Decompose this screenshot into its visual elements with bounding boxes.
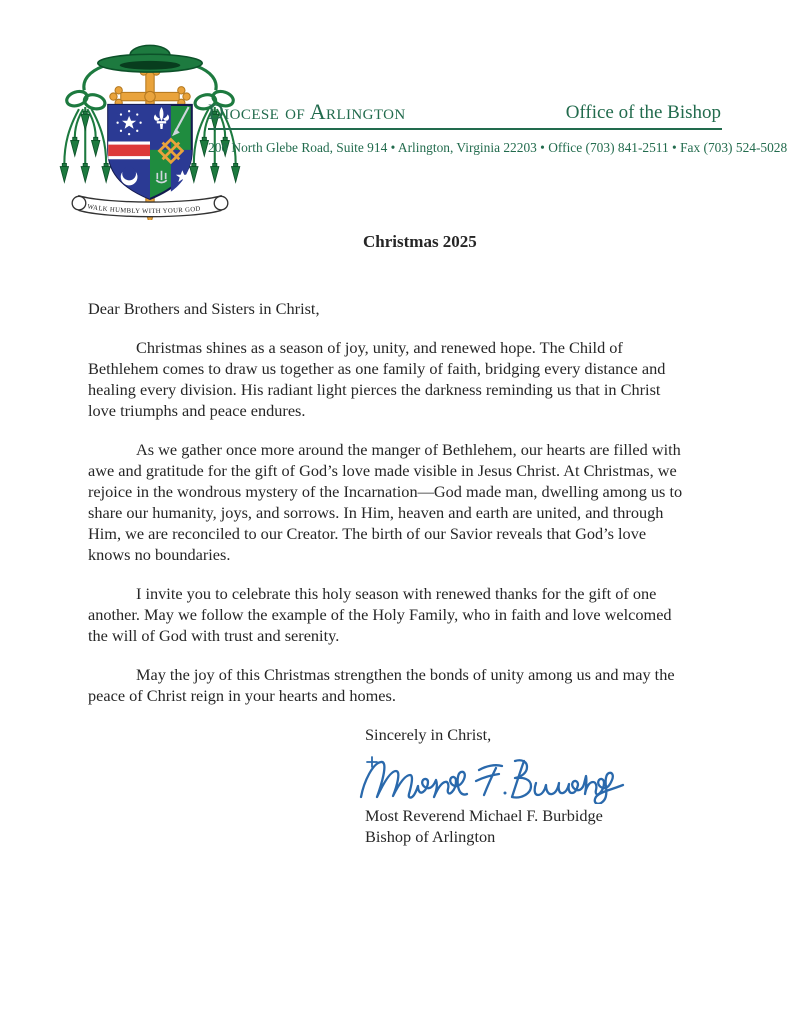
- signature: [355, 750, 627, 804]
- salutation: Dear Brothers and Sisters in Christ,: [88, 299, 320, 318]
- paragraph-2: As we gather once more around the manger of Bethlehem, our hearts are filled with awe and gratitude for the gift of God’s love made visible in Jesus Christ. At Christmas, we rejoice in the wondrous mystery of the Incarnation—God made man, dwelling among us to share our humanity, joys, and sorrows. In Him, heaven and earth are united, and through Him, we are reconciled to our Creator. The birth of our Savior reveals that God’s love knows no boundaries.: [88, 440, 683, 564]
- motto-text: WALK HUMBLY WITH YOUR GOD: [86, 203, 201, 216]
- signer-name: Most Reverend Michael F. Burbidge: [365, 806, 603, 825]
- fess-charge: [108, 141, 150, 159]
- paragraph-3: I invite you to celebrate this holy season with renewed thanks for the gift of one another. May we follow the example of the Holy Family, who in faith and love welcomed the will of God with trust and serenity.: [88, 584, 672, 645]
- galero-hat: [98, 45, 202, 72]
- letter-body: [88, 298, 690, 847]
- header-rule: [208, 128, 722, 130]
- letter-title: Christmas 2025: [363, 232, 477, 251]
- signer-title: Bishop of Arlington: [365, 827, 496, 846]
- paragraph-4: May the joy of this Christmas strengthen the bonds of unity among us and may the peace of Christ reign in your hearts and homes.: [88, 665, 675, 705]
- closing-block: [365, 724, 690, 847]
- paragraph-1: Christmas shines as a season of joy, unity, and renewed hope. The Child of Bethlehem comes to draw us together as one family of faith, bridging every distance and healing every division. His radiant light pierces the darkness reminding us that in Christ love triumphs and peace endures.: [88, 338, 666, 420]
- organization-name: Diocese of Arlington: [208, 99, 406, 124]
- address-line: 200 North Glebe Road, Suite 914 • Arlington, Virginia 22203 • Office (703) 841-2511 • Fax (703) 524-5028: [208, 140, 788, 155]
- crest-shield: [108, 105, 192, 199]
- office-name: Office of the Bishop: [565, 102, 721, 123]
- closing-line: Sincerely in Christ,: [365, 725, 492, 744]
- coat-of-arms: [56, 40, 244, 220]
